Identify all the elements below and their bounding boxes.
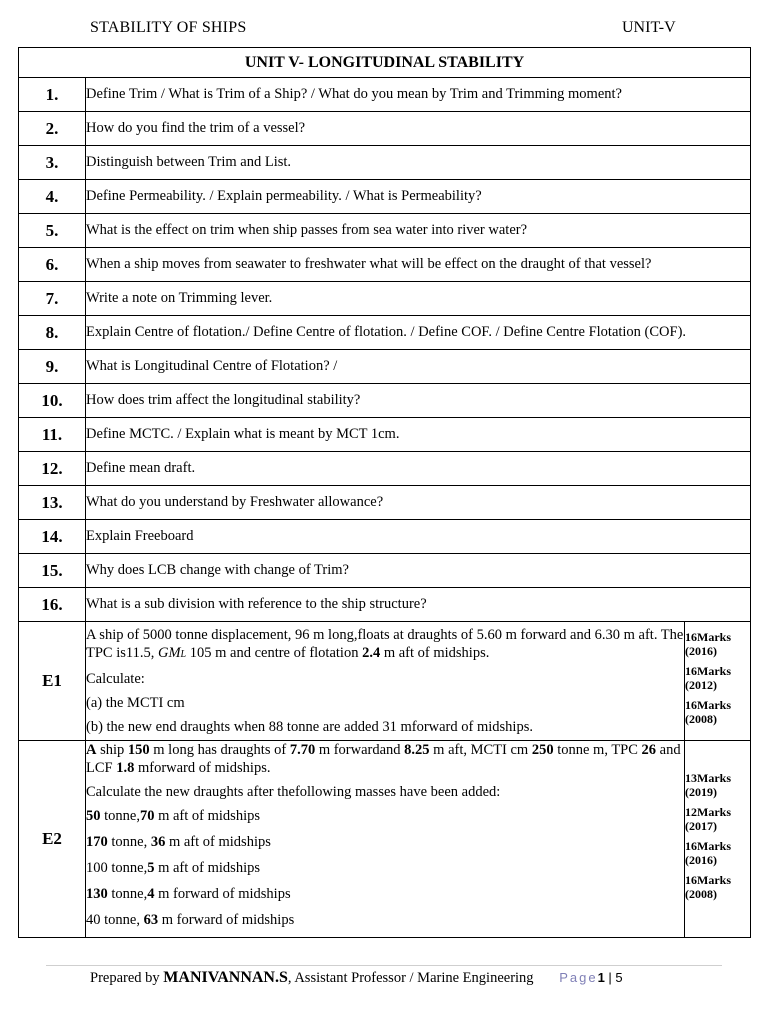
- author-name: MANIVANNAN.S: [163, 969, 288, 986]
- question-row: [19, 282, 751, 316]
- question-row: [19, 146, 751, 180]
- question-number: 1.: [19, 78, 86, 112]
- question-row: [19, 316, 751, 350]
- question-number: 15.: [19, 554, 86, 588]
- exercise-number: E2: [19, 741, 86, 938]
- question-text: Explain Freeboard: [86, 520, 751, 554]
- question-row: [19, 418, 751, 452]
- mass-item: 50 tonne,70 m aft of midships: [86, 808, 260, 824]
- marks-entry: 16Marks (2012): [685, 664, 731, 692]
- question-table: [18, 47, 751, 938]
- question-row: [19, 486, 751, 520]
- question-text: When a ship moves from seawater to freshwater what will be effect on the draught of that vessel?: [86, 248, 751, 282]
- header-title: STABILITY OF SHIPS: [90, 19, 247, 36]
- question-number: 2.: [19, 112, 86, 146]
- question-text: Explain Centre of flotation./ Define Centre of flotation. / Define COF. / Define Centre Flotation (COF).: [86, 316, 751, 350]
- question-number: 11.: [19, 418, 86, 452]
- question-text: Define Permeability. / Explain permeability. / What is Permeability?: [86, 180, 751, 214]
- question-row: [19, 520, 751, 554]
- marks-entry: 16Marks (2016): [685, 839, 731, 867]
- marks-entry: 16Marks (2016): [685, 630, 731, 658]
- question-number: 12.: [19, 452, 86, 486]
- exercise-row-e1: [19, 622, 751, 741]
- question-text: What is the effect on trim when ship passes from sea water into river water?: [86, 214, 751, 248]
- question-text: Define mean draft.: [86, 452, 751, 486]
- gml-symbol: GML: [157, 645, 187, 661]
- exercise-text: A ship of 5000 tonne displacement, 96 m long,floats at draughts of 5.60 m forward and 6.30 m aft. The TPC is11.5, GML 105 m and centre of flotation 2.4 m aft of midships. Calculate: (a) the MCTI cm (b) the new end draughts when 88 tonne are added 31 mforward of midships.: [86, 622, 685, 741]
- question-row: [19, 248, 751, 282]
- question-row: [19, 78, 751, 112]
- footer: Prepared by MANIVANNAN.S, Assistant Professor / Marine Engineering Page1 | 5: [90, 969, 623, 986]
- question-row: [19, 112, 751, 146]
- marks-cell: [685, 741, 751, 938]
- question-text: How do you find the trim of a vessel?: [86, 112, 751, 146]
- question-text: What do you understand by Freshwater allowance?: [86, 486, 751, 520]
- question-number: 3.: [19, 146, 86, 180]
- question-text: What is Longitudinal Centre of Flotation? /: [86, 350, 751, 384]
- question-text: Distinguish between Trim and List.: [86, 146, 751, 180]
- question-number: 9.: [19, 350, 86, 384]
- question-text: Define Trim / What is Trim of a Ship? / What do you mean by Trim and Trimming moment?: [86, 78, 751, 112]
- question-text: Why does LCB change with change of Trim?: [86, 554, 751, 588]
- question-row: [19, 180, 751, 214]
- mass-item: 40 tonne, 63 m forward of midships: [86, 912, 295, 928]
- question-number: 10.: [19, 384, 86, 418]
- question-number: 7.: [19, 282, 86, 316]
- question-number: 8.: [19, 316, 86, 350]
- mass-item: 100 tonne,5 m aft of midships: [86, 860, 260, 876]
- question-row: [19, 588, 751, 622]
- question-row: [19, 350, 751, 384]
- question-number: 16.: [19, 588, 86, 622]
- question-number: 5.: [19, 214, 86, 248]
- table-title: UNIT V- LONGITUDINAL STABILITY: [19, 48, 751, 78]
- question-text: Define MCTC. / Explain what is meant by MCT 1cm.: [86, 418, 751, 452]
- question-number: 14.: [19, 520, 86, 554]
- marks-entry: 16Marks (2008): [685, 873, 731, 901]
- footer-divider: [46, 965, 722, 966]
- question-text: How does trim affect the longitudinal stability?: [86, 384, 751, 418]
- question-row: [19, 384, 751, 418]
- exercise-row-e2: [19, 741, 751, 938]
- marks-entry: 16Marks (2008): [685, 698, 731, 726]
- question-number: 6.: [19, 248, 86, 282]
- mass-item: 130 tonne,4 m forward of midships: [86, 886, 291, 902]
- mass-item: 170 tonne, 36 m aft of midships: [86, 834, 271, 850]
- marks-entry: 13Marks (2019): [685, 771, 731, 799]
- page-label: Page: [559, 970, 598, 985]
- exercise-number: E1: [19, 622, 86, 741]
- question-row: [19, 452, 751, 486]
- question-row: [19, 214, 751, 248]
- question-row: [19, 554, 751, 588]
- exercise-text: A ship 150 m long has draughts of 7.70 m forwardand 8.25 m aft, MCTI cm 250 tonne m, TPC 26 and LCF 1.8 mforward of midships. Calculate the new draughts after thefollowing masses have been added: 50 tonne,70 m aft of midships 170 tonne, 36 m aft of midships 100 tonne,5 m aft of midships 130 tonne,4 m forward of midships 40 tonne, 63 m forward of midships: [86, 741, 685, 938]
- page-number: 1 | 5: [597, 970, 623, 985]
- marks-entry: 12Marks (2017): [685, 805, 731, 833]
- question-text: What is a sub division with reference to the ship structure?: [86, 588, 751, 622]
- question-number: 13.: [19, 486, 86, 520]
- marks-cell: [685, 622, 751, 741]
- question-text: Write a note on Trimming lever.: [86, 282, 751, 316]
- question-number: 4.: [19, 180, 86, 214]
- header-unit: UNIT-V: [622, 19, 676, 36]
